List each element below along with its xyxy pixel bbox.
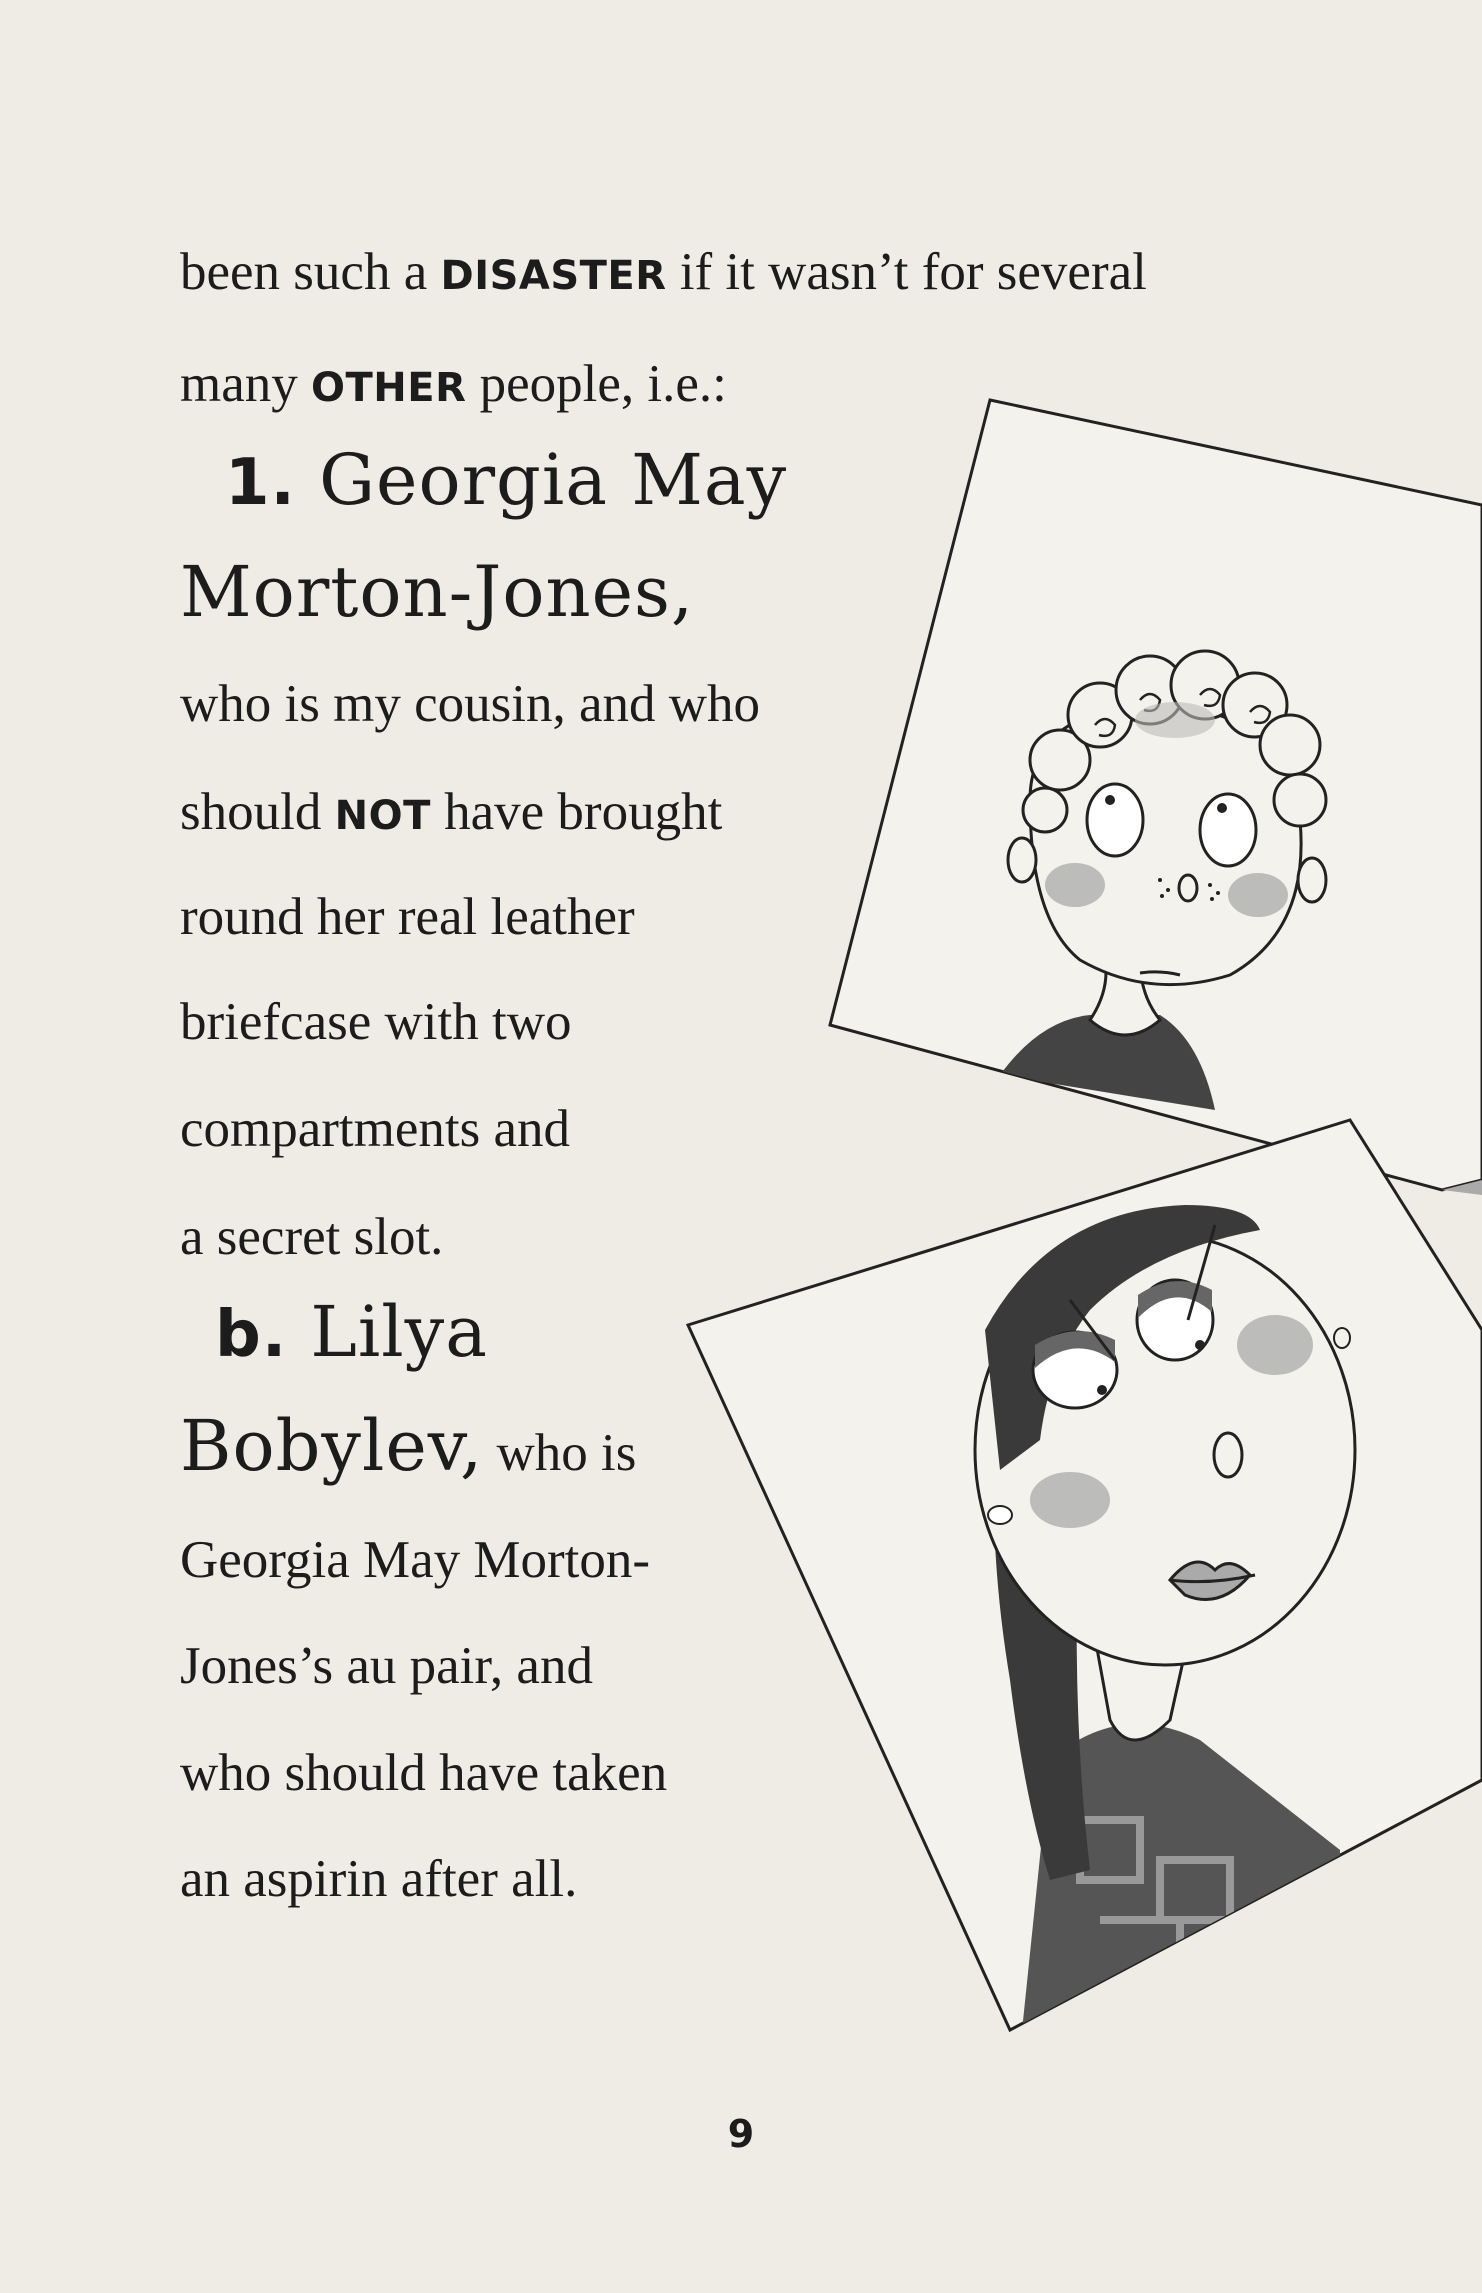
list-item-1-name: Morton-Jones,: [180, 551, 695, 633]
text-line-7: compartments and: [180, 1100, 571, 1158]
text-line-1: been such a DISASTER if it wasn’t for several: [180, 243, 1147, 301]
list-item-b-name: Bobylev, who is: [180, 1405, 637, 1487]
text-line-2: many OTHER people, i.e.:: [180, 355, 727, 413]
text-line-11: who should have taken: [180, 1744, 668, 1802]
text-line-10: Jones’s au pair, and: [180, 1637, 593, 1695]
list-item-b-heading: b. Lilya: [215, 1291, 488, 1373]
text-line-6: briefcase with two: [180, 993, 572, 1051]
text-line-3: who is my cousin, and who: [180, 675, 761, 733]
text-line-9: Georgia May Morton-: [180, 1531, 651, 1589]
text-line-8: a secret slot.: [180, 1208, 444, 1266]
text-line-4: should NOT have brought: [180, 783, 723, 841]
list-item-1-heading: 1. Georgia May: [225, 439, 788, 521]
georgia-portrait-icon: [830, 400, 1482, 1195]
lilya-portrait-icon: [688, 1120, 1482, 2050]
text-line-12: an aspirin after all.: [180, 1850, 578, 1908]
text-line-5: round her real leather: [180, 888, 635, 946]
page-number: 9: [727, 2112, 755, 2156]
